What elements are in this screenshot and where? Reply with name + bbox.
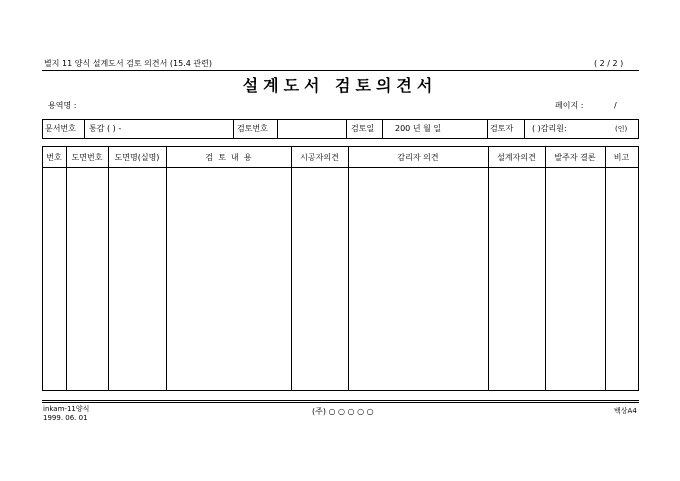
col-border-1 <box>66 146 67 390</box>
column-header: 도면명(실명) <box>114 153 160 162</box>
col-border-7 <box>545 146 546 390</box>
header-rule <box>42 70 639 71</box>
reviewer-label: 검토자 <box>490 124 514 133</box>
column-header: 번호 <box>46 153 62 162</box>
column-header: 감리자 의견 <box>397 153 439 162</box>
paper-size: 백상A4 <box>614 407 637 415</box>
column-header: 비고 <box>613 153 630 162</box>
doc-number-value: 통감 ( ) - <box>89 124 122 133</box>
col-border-9 <box>638 146 639 390</box>
info-row-bottom <box>42 138 639 139</box>
column-header: 시공자의견 <box>300 153 339 162</box>
info-div-6 <box>487 119 488 138</box>
form-label: 별지 11 양식 설계도서 검토 의견서 (15.4 관련) <box>44 59 212 68</box>
table-header-bottom <box>42 167 639 168</box>
company-name: (주) ○ ○ ○ ○ ○ <box>312 407 374 416</box>
form-date: 1999. 06. 01 <box>43 414 88 422</box>
review-date-value: 200 년 월 일 <box>395 124 442 133</box>
col-border-4 <box>291 146 292 390</box>
project-name-label: 용역명 : <box>48 101 77 110</box>
table-bottom <box>42 390 639 391</box>
info-div-4 <box>346 119 347 138</box>
review-date-label: 검토일 <box>351 124 375 133</box>
table-top <box>42 146 639 147</box>
reviewer-value: ( )감리원: <box>532 124 567 133</box>
footer-rule-2 <box>42 402 639 403</box>
form-code: inkam-11양식 <box>43 405 90 413</box>
info-div-7 <box>524 119 525 138</box>
col-border-6 <box>488 146 489 390</box>
col-border-0 <box>42 146 43 390</box>
info-right-border <box>638 119 639 138</box>
col-border-8 <box>605 146 606 390</box>
doc-number-label: 문서번호 <box>45 124 76 133</box>
page-label: 페이지 : <box>555 101 584 110</box>
col-border-2 <box>108 146 109 390</box>
column-header: 검 토 내 용 <box>205 153 252 162</box>
document-title: 설계도서 검토의견서 <box>242 76 438 95</box>
footer-rule-1 <box>42 400 639 401</box>
page-indicator: ( 2 / 2 ) <box>594 59 624 68</box>
info-row-top <box>42 119 639 120</box>
info-div-2 <box>233 119 234 138</box>
info-div-3 <box>277 119 278 138</box>
page-separator: / <box>614 101 617 110</box>
info-div-1 <box>84 119 85 138</box>
review-number-label: 검토번호 <box>237 124 268 133</box>
column-header: 발주자 결론 <box>554 153 596 162</box>
info-div-5 <box>382 119 383 138</box>
column-header: 도면번호 <box>71 153 103 162</box>
col-border-5 <box>348 146 349 390</box>
info-left-border <box>42 119 43 138</box>
column-header: 설계자의견 <box>497 153 536 162</box>
col-border-3 <box>166 146 167 390</box>
seal-mark: (인) <box>615 125 628 133</box>
